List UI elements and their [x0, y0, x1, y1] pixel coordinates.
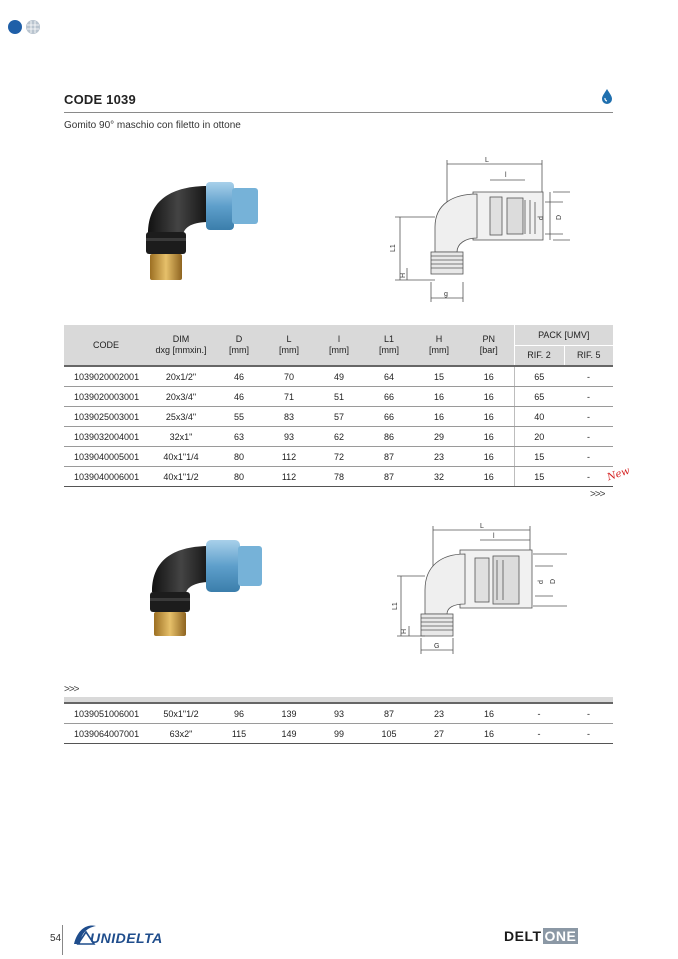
unidelta-logo: UNIDELTA — [90, 930, 163, 946]
table-row: 1039040005001 40x1"1/4 80 112 72 87 23 16 15 - — [64, 447, 613, 467]
svg-text:d: d — [538, 580, 545, 584]
header-code: CODE — [64, 325, 148, 366]
svg-text:L1: L1 — [390, 244, 397, 252]
product-description: Gomito 90° maschio con filetto in ottone — [64, 120, 241, 131]
elbow-fitting-photo — [138, 174, 268, 284]
header-h: H [mm] — [414, 325, 464, 366]
header-dim: DIM dxg [mmxin.] — [148, 325, 214, 366]
globe-icon — [26, 20, 40, 34]
new-badge: New — [605, 465, 632, 484]
header-d-outer: D [mm] — [214, 325, 264, 366]
header-pn: PN [bar] — [464, 325, 514, 366]
continue-marker: >>> — [590, 489, 605, 500]
header-l1: L1 [mm] — [364, 325, 414, 366]
header-rif2: RIF. 2 — [514, 346, 564, 367]
table-row: 1039032004001 32x1" 63 93 62 86 29 16 20 - — [64, 427, 613, 447]
page-title: CODE 1039 — [64, 92, 136, 107]
specification-table — [64, 325, 613, 487]
svg-text:H: H — [401, 628, 408, 634]
continue-marker-2: >>> — [64, 684, 79, 695]
svg-text:G: G — [434, 643, 440, 650]
technical-drawing-top — [385, 152, 575, 304]
table-row: 1039051006001 50x1"1/2 96 139 93 87 23 16 - - — [64, 703, 613, 724]
page-number: 54 — [50, 933, 62, 944]
elbow-fitting-photo-large — [142, 536, 267, 640]
svg-text:L: L — [480, 523, 484, 530]
svg-text:l: l — [493, 533, 495, 540]
header-pack: PACK [UMV] — [514, 325, 613, 346]
header-rif5: RIF. 5 — [564, 346, 613, 367]
table-row: 1039064007001 63x2" 115 149 99 105 27 16 - - — [64, 724, 613, 744]
blue-circle-icon — [8, 20, 22, 34]
svg-text:L: L — [485, 157, 489, 164]
title-divider — [64, 112, 613, 113]
table-row: 1039025003001 25x3/4" 55 83 57 66 16 16 40 - — [64, 407, 613, 427]
header-l-inner: l [mm] — [314, 325, 364, 366]
footer-divider — [62, 925, 63, 955]
svg-text:D: D — [550, 578, 557, 584]
technical-drawing-bottom — [385, 518, 575, 658]
water-drop-icon — [601, 88, 613, 109]
svg-text:H: H — [400, 272, 407, 278]
svg-text:l: l — [505, 172, 507, 179]
svg-text:g: g — [444, 291, 448, 298]
specification-table-continued — [64, 697, 613, 744]
header-length: L [mm] — [264, 325, 314, 366]
table-row: 1039020003001 20x3/4" 46 71 51 66 16 16 65 - — [64, 387, 613, 407]
table-row: 1039020002001 20x1/2" 46 70 49 64 15 16 65 - — [64, 366, 613, 387]
deltone-logo: DELT ONE — [504, 928, 577, 944]
svg-text:D: D — [556, 214, 563, 220]
svg-text:d: d — [538, 216, 545, 220]
svg-text:L1: L1 — [392, 602, 399, 610]
table-row: 1039040006001 40x1"1/2 80 112 78 87 32 16 15 - — [64, 467, 613, 487]
